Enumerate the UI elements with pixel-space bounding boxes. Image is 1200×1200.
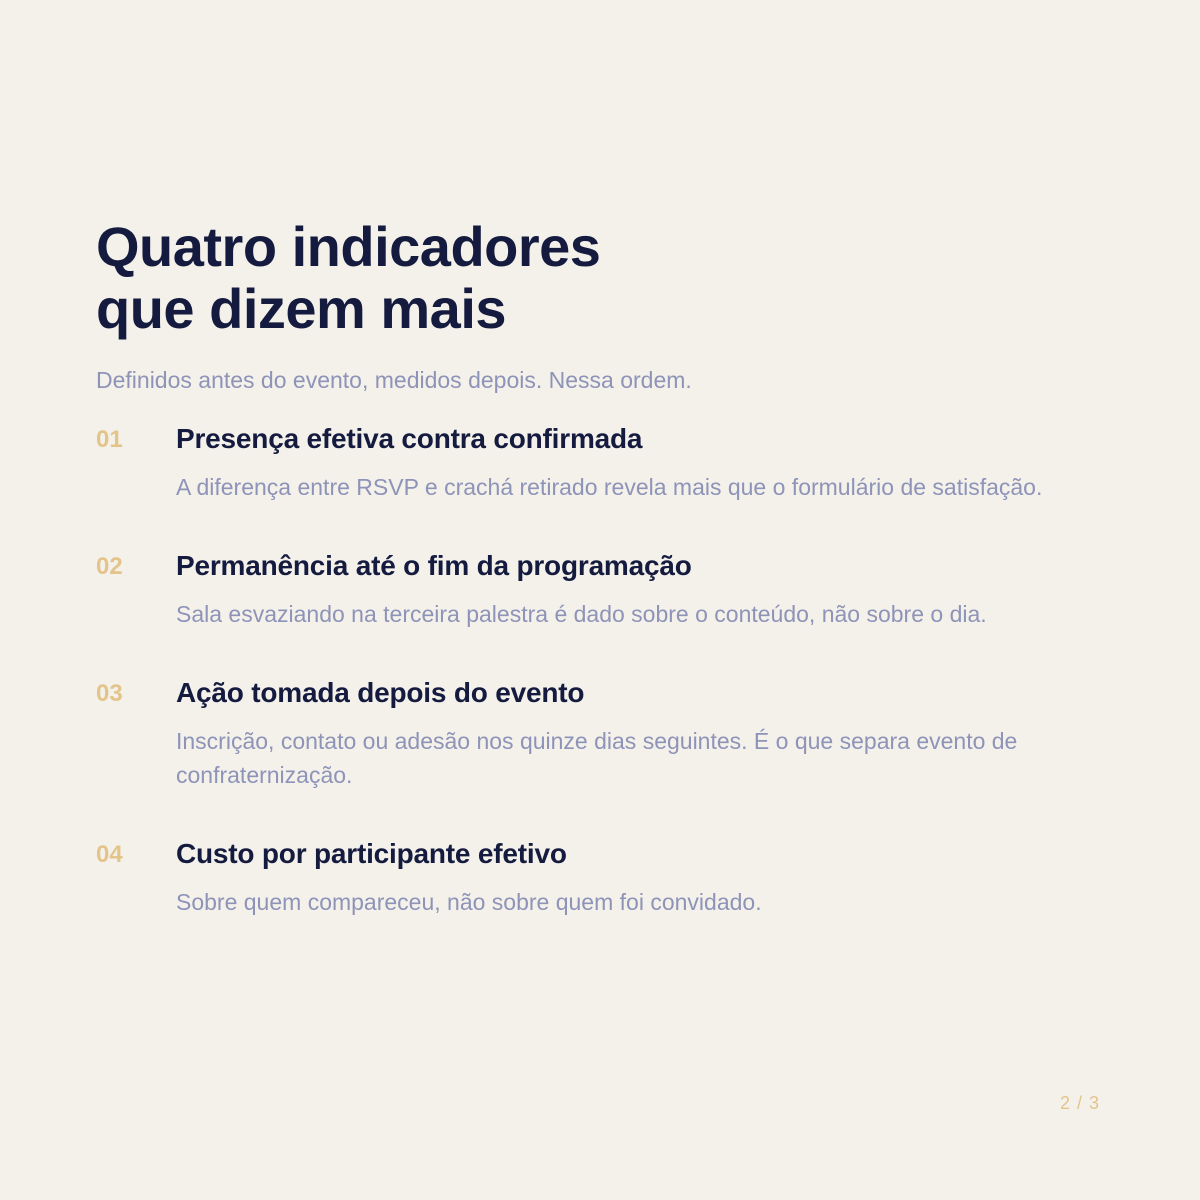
indicator-description: A diferença entre RSVP e crachá retirado revela mais que o formulário de satisfação.	[176, 474, 1043, 500]
slide-content	[96, 216, 1104, 919]
indicator-description: Sobre quem compareceu, não sobre quem foi convidado.	[176, 889, 762, 915]
indicator-title: Presença efetiva contra confirmada	[176, 423, 643, 454]
indicator-title: Custo por participante efetivo	[176, 838, 567, 869]
indicator-item-03	[96, 675, 1104, 792]
indicator-description: Sala esvaziando na terceira palestra é dado sobre o conteúdo, não sobre o dia.	[176, 601, 987, 627]
indicator-item-04	[96, 836, 1104, 919]
page-title-line-2: que dizem mais	[96, 277, 507, 340]
page-subtitle: Definidos antes do evento, medidos depois. Nessa ordem.	[96, 367, 692, 393]
indicator-number: 02	[96, 553, 123, 580]
indicator-title: Ação tomada depois do evento	[176, 677, 585, 708]
indicator-list	[96, 421, 1104, 919]
indicator-item-01	[96, 421, 1104, 504]
page-title	[96, 216, 1104, 340]
indicator-number: 03	[96, 680, 123, 707]
indicator-description: Inscrição, contato ou adesão nos quinze dias seguintes. É o que separa evento de confraternização.	[176, 728, 1018, 788]
indicator-number: 01	[96, 426, 123, 453]
indicator-item-02	[96, 548, 1104, 631]
page-title-line-1: Quatro indicadores	[96, 215, 601, 278]
page-indicator: 2 / 3	[1059, 1093, 1100, 1113]
indicator-title: Permanência até o fim da programação	[176, 550, 692, 581]
indicator-number: 04	[96, 841, 123, 868]
